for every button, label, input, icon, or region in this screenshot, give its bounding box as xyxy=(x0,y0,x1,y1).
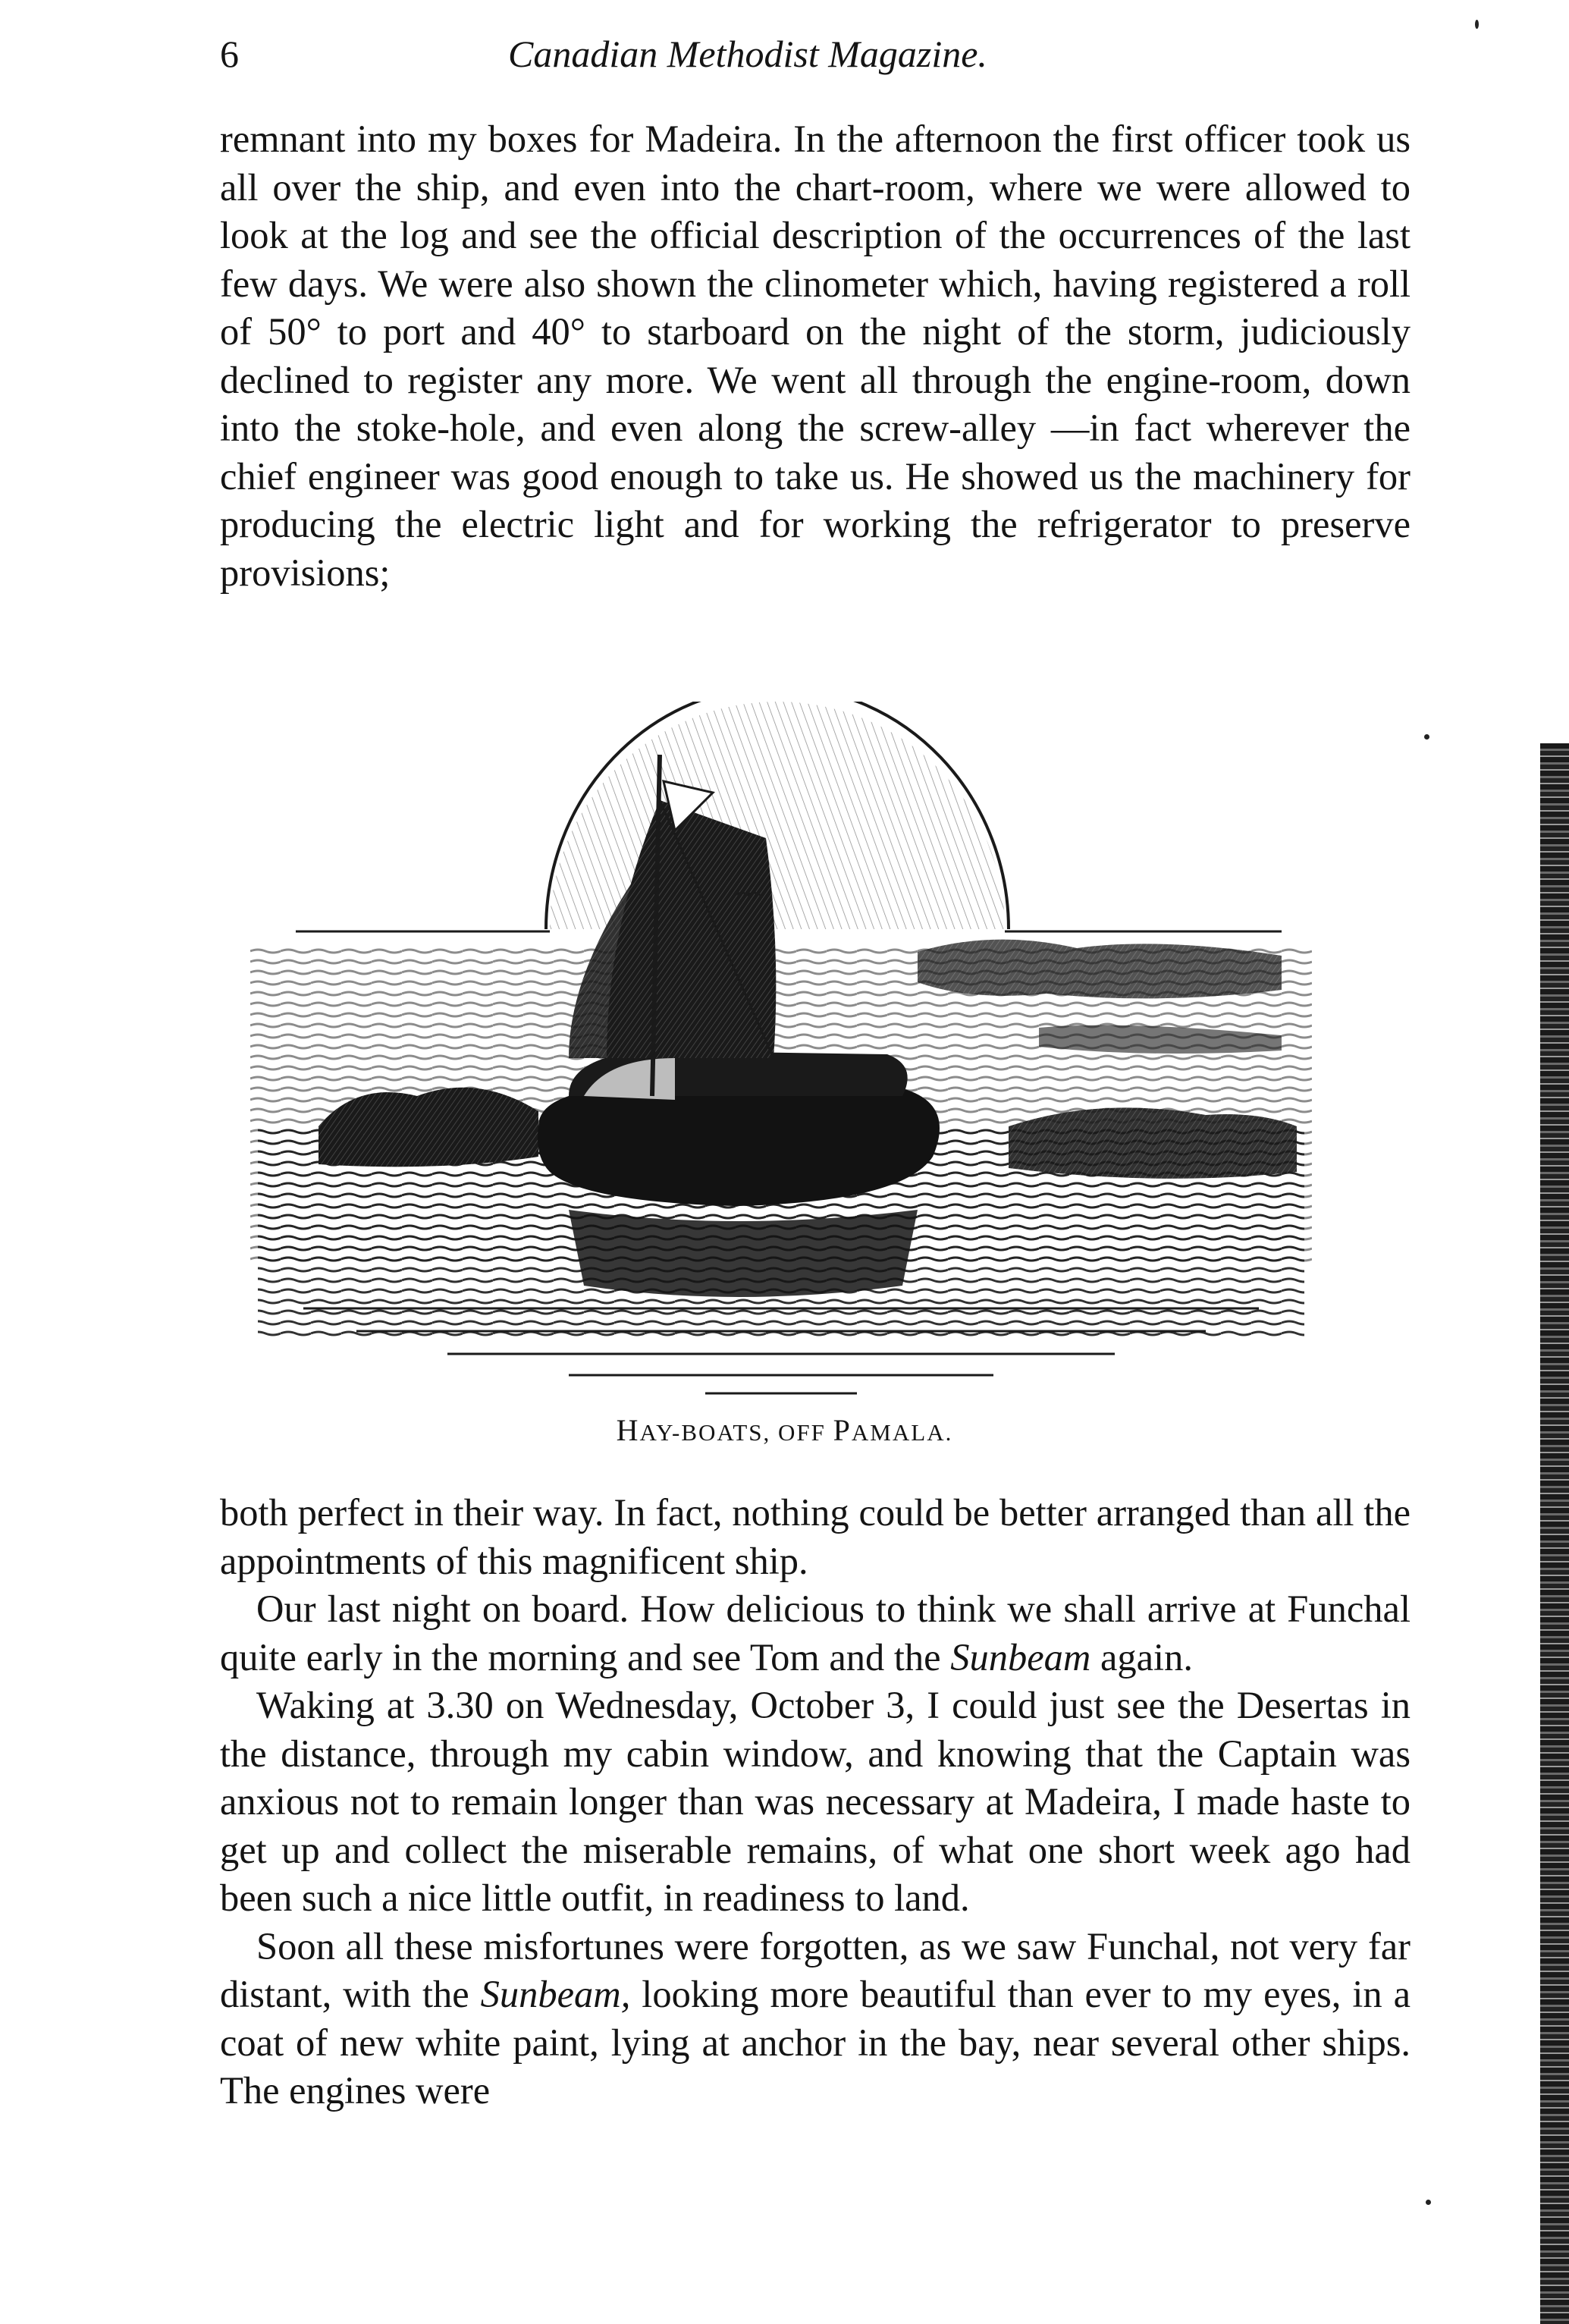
scan-page-edge xyxy=(1540,743,1569,2324)
caption-initial: P xyxy=(833,1413,852,1447)
caption-text: AMALA. xyxy=(851,1419,953,1446)
scan-speck xyxy=(1424,734,1429,740)
running-title: Canadian Methodist Magazine. xyxy=(508,33,987,75)
paragraph xyxy=(220,1585,1411,1682)
hay-boat-engraving xyxy=(250,702,1312,1415)
page-header xyxy=(220,32,1403,93)
ship-name: Sunbeam, xyxy=(480,1973,631,2015)
paragraph-text: Our last night on board. How delicious to think we shall arrive at Funchal quite early in the morning and see Tom and the xyxy=(220,1588,1411,1679)
figure-caption xyxy=(0,1412,1569,1448)
ship-name: Sunbeam xyxy=(950,1635,1091,1679)
scan-speck xyxy=(1475,20,1479,29)
caption-text: AY-BOATS, xyxy=(639,1419,771,1446)
body-text-bottom xyxy=(220,1489,1411,2115)
paragraph: remnant into my boxes for Madeira. In the afternoon the first officer took us all over the ship, and even into the chart-room, where we were allowed to look at the log and see the official description of the occurrences of the last few days. We were also shown the clinometer which, having registered a roll of 50° to port and 40° to starboard on the night of the storm, judiciously declined to register any more. We went all through the engine-room, down into the stoke-hole, and even along the screw-alley —in fact wherever the chief engineer was good enough to take us. He showed us the machinery for producing the electric light and for working the refrigerator to preserve provisions; xyxy=(220,118,1411,594)
paragraph-text: looking more beautiful than ever to my eyes, in a coat of new white paint, lying at anchor in the bay, near several other ships. The engines were xyxy=(220,1973,1411,2112)
scan-speck xyxy=(1426,2200,1431,2205)
paragraph: both perfect in their way. In fact, nothing could be better arranged than all the appointments of this magnificent ship. xyxy=(220,1491,1411,1582)
page-number: 6 xyxy=(220,33,239,75)
caption-text: OFF xyxy=(778,1419,826,1446)
body-text-top xyxy=(220,115,1411,597)
caption-initial: H xyxy=(616,1413,640,1447)
paragraph xyxy=(220,1923,1411,2115)
paragraph-text: again. xyxy=(1090,1635,1193,1679)
paragraph: Waking at 3.30 on Wednesday, October 3, I could just see the Desertas in the distance, through my cabin window, and knowing that the Captain was anxious not to remain longer than was necessary at Madeira, I made haste to get up and collect the miserable remains, of what one short week ago had been such a nice little outfit, in readiness to land. xyxy=(220,1684,1411,1919)
paragraph-text: Soon all these misfortunes were forgotten, as we saw Funchal, not very far distant, with the xyxy=(220,1924,1411,2015)
